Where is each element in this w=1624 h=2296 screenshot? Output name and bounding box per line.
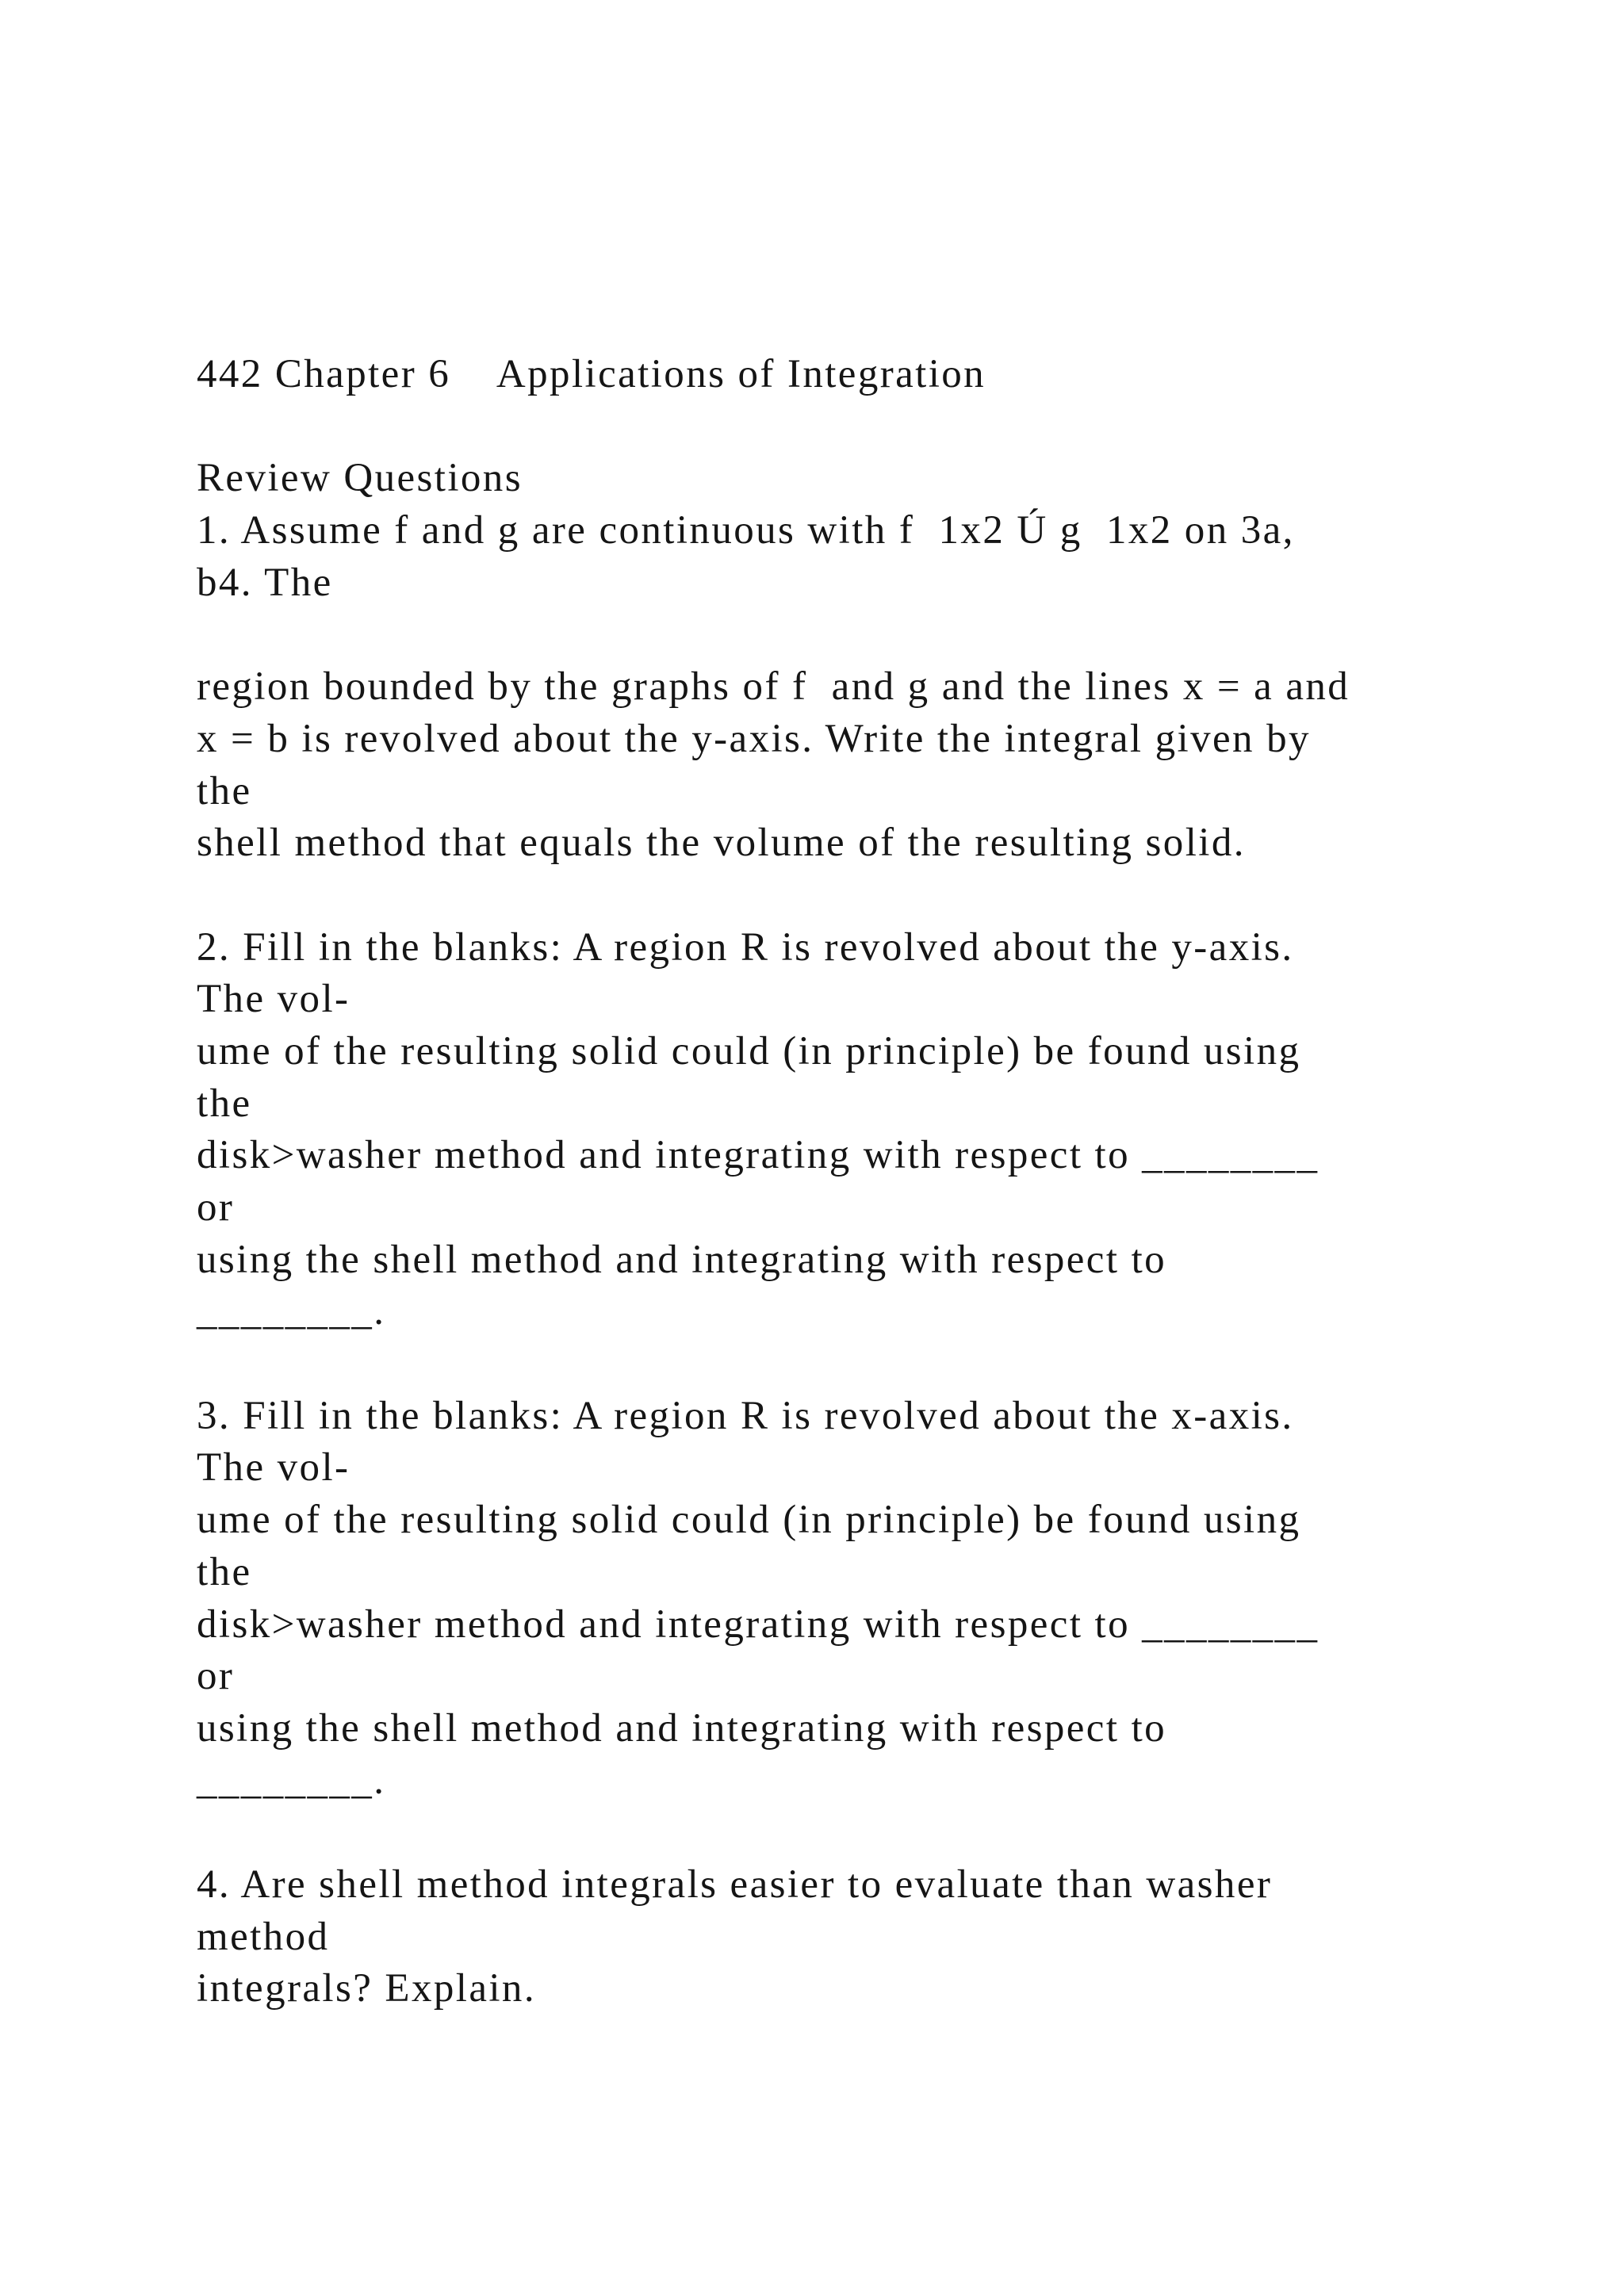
question-2-line: or (197, 1185, 235, 1230)
document-text (197, 349, 1481, 2015)
blank-line (197, 1338, 1481, 1391)
question-3-line: The vol- (197, 1445, 350, 1490)
question-3-line: the (197, 1549, 252, 1594)
question-1-line: b4. The (197, 560, 333, 605)
question-3-line: ume of the resulting solid could (in principle) be found using (197, 1498, 1301, 1543)
question-1-line: the (197, 768, 252, 813)
question-2-line: the (197, 1081, 252, 1126)
blank-line (197, 609, 1481, 661)
blank-line (197, 1807, 1481, 1859)
question-3-line: using the shell method and integrating with respect to (197, 1705, 1167, 1751)
question-2-line: using the shell method and integrating with respect to (197, 1237, 1167, 1282)
question-2-line: The vol- (197, 977, 350, 1022)
question-1-line: shell method that equals the volume of the resulting solid. (197, 821, 1246, 866)
question-2-line: ________. (197, 1289, 386, 1334)
question-4-line: method (197, 1914, 330, 1959)
question-2-line: ume of the resulting solid could (in principle) be found using (197, 1028, 1301, 1073)
section-title: Review Questions (197, 456, 523, 501)
question-1-line: region bounded by the graphs of f and g and the lines x = a and (197, 664, 1350, 710)
question-3-line: 3. Fill in the blanks: A region R is revolved about the x-axis. (197, 1393, 1294, 1438)
question-3-line: or (197, 1654, 235, 1699)
question-3-line: disk>washer method and integrating with respect to ________ (197, 1601, 1320, 1647)
question-2-line: disk>washer method and integrating with respect to ________ (197, 1133, 1320, 1178)
question-1-line: x = b is revolved about the y-axis. Write the integral given by (197, 716, 1311, 761)
chapter-header: 442 Chapter 6 Applications of Integration (197, 352, 986, 396)
blank-line (197, 401, 1481, 453)
question-1-line: 1. Assume f and g are continuous with f 1x2 Ú g 1x2 on 3a, (197, 508, 1295, 553)
question-3-line: ________. (197, 1758, 386, 1803)
blank-line (197, 870, 1481, 922)
question-4-line: 4. Are shell method integrals easier to evaluate than washer (197, 1862, 1273, 1907)
question-4-line: integrals? Explain. (197, 1966, 536, 2011)
question-2-line: 2. Fill in the blanks: A region R is revolved about the y-axis. (197, 924, 1294, 970)
